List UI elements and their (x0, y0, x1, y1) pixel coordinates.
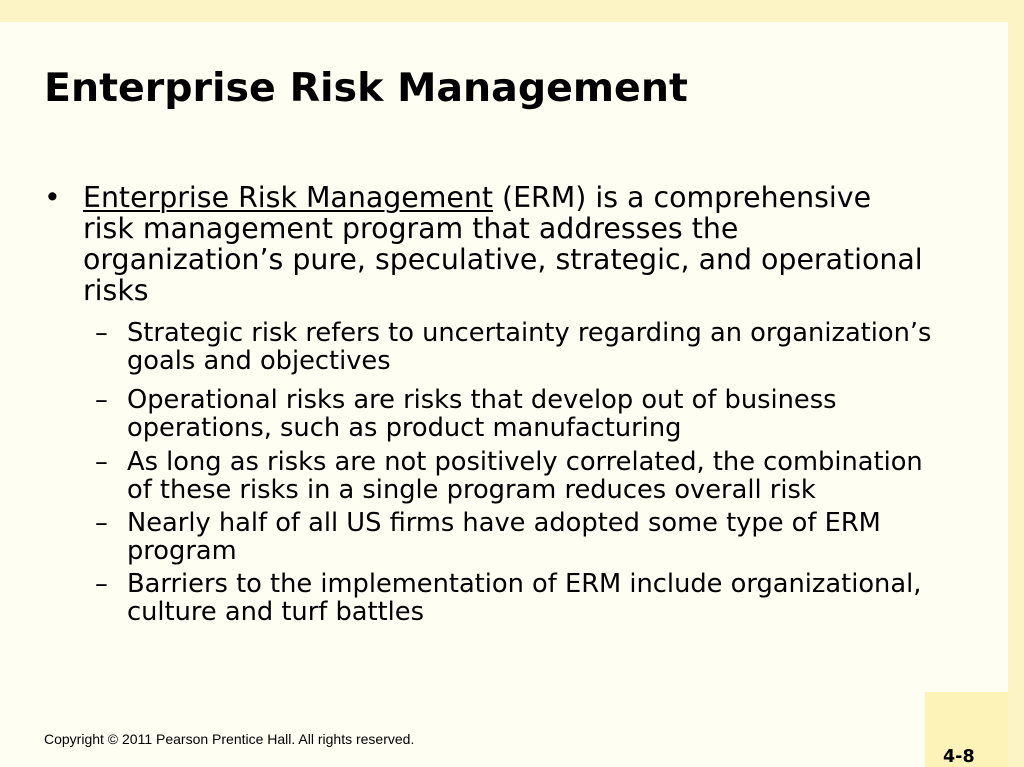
copyright-footer: Copyright © 2011 Pearson Prentice Hall. All rights reserved. (44, 731, 415, 747)
bullet-marker: • (44, 181, 61, 214)
sub-bullet-text (127, 570, 921, 626)
main-bullet-line-1-rest: (ERM) is a comprehensive (502, 181, 872, 214)
erm-term: Enterprise Risk Management (83, 181, 493, 214)
sub-bullet-line: Barriers to the implementation of ERM include organizational, (127, 569, 922, 599)
page-number-box (925, 692, 1008, 767)
dash-marker: – (95, 508, 108, 538)
dash-marker: – (95, 385, 108, 415)
sub-bullet-line: operations, such as product manufacturing (127, 413, 682, 443)
page-number: 4-8 (943, 747, 975, 767)
sub-bullet-line: Nearly half of all US firms have adopted some type of ERM (127, 508, 881, 538)
sub-bullet-line: Strategic risk refers to uncertainty regarding an organization’s (127, 318, 932, 348)
dash-marker: – (95, 569, 108, 599)
main-bullet-line-4: risks (83, 274, 149, 307)
right-border-strip (1008, 0, 1024, 767)
main-bullet-text (83, 182, 923, 306)
sub-bullet-text (127, 509, 881, 565)
dash-marker: – (95, 447, 108, 477)
dash-marker: – (95, 318, 108, 348)
sub-bullet-line: program (127, 536, 237, 566)
sub-bullet-line: As long as risks are not positively correlated, the combination (127, 447, 923, 477)
main-bullet-line-1 (83, 182, 923, 213)
sub-bullet-text (127, 319, 931, 375)
sub-bullet-line: culture and turf battles (127, 597, 424, 627)
sub-bullet-line: goals and objectives (127, 346, 391, 376)
slide-title: Enterprise Risk Management (44, 65, 688, 111)
sub-bullet-text (127, 448, 923, 504)
sub-bullet-line: of these risks in a single program reduces overall risk (127, 475, 816, 505)
main-bullet-line-2: risk management program that addresses the (83, 212, 739, 245)
main-bullet-line-3: organization’s pure, speculative, strategic, and operational (83, 243, 923, 276)
top-border-strip (0, 0, 1024, 22)
sub-bullet-text (127, 386, 836, 442)
sub-bullet-line: Operational risks are risks that develop out of business (127, 385, 837, 415)
